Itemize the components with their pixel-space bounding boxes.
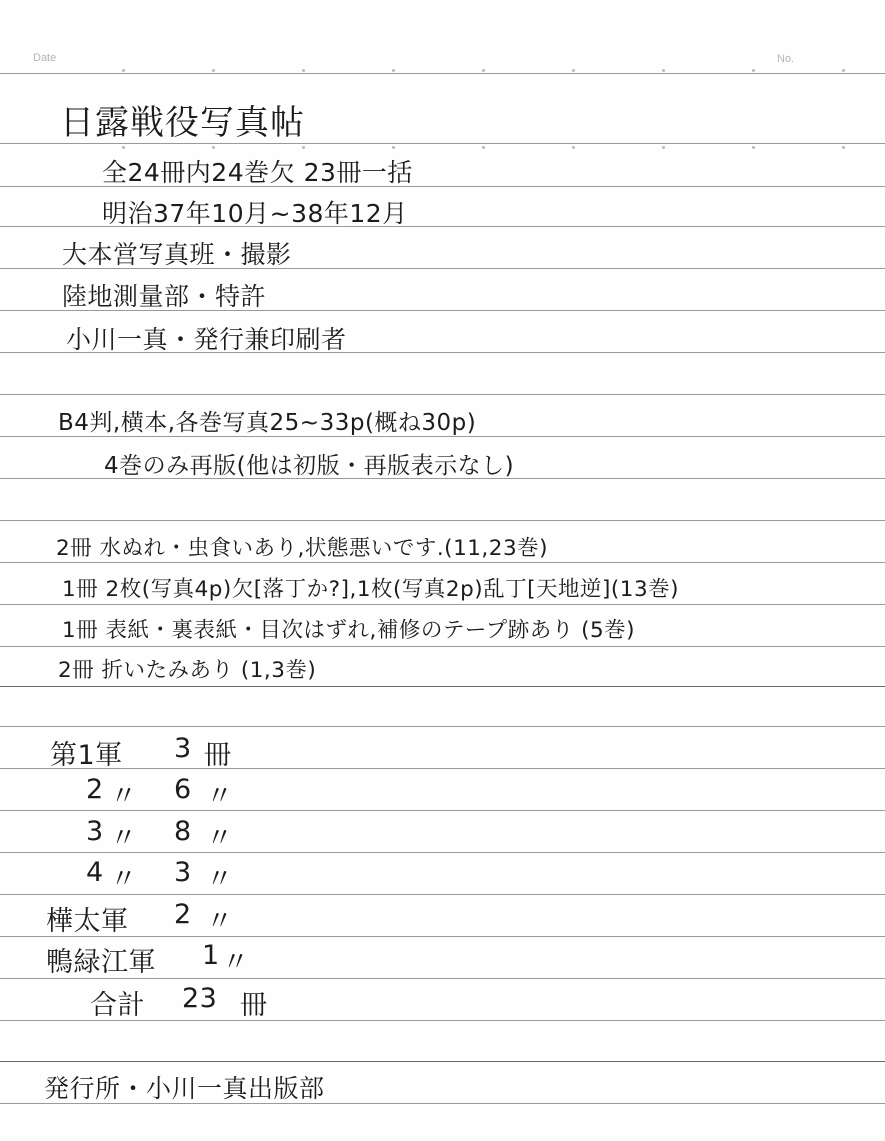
tally-label: 2 [86, 774, 104, 805]
tally-ditto-mark: 〃 [110, 781, 138, 812]
tally-unit: 冊 [204, 740, 232, 771]
rule-line [0, 394, 885, 395]
rule-line [0, 562, 885, 563]
detail-line-license: 陸地測量部・特許 [62, 282, 267, 311]
condition-note-folds: 2冊 折いたみあり (1,3巻) [58, 658, 317, 683]
tally-total-unit: 冊 [240, 990, 268, 1021]
tally-label: 樺太軍 [46, 906, 129, 937]
condition-note-loose-cover: 1冊 表紙・裏表紙・目次はずれ,補修のテープ跡あり (5巻) [62, 618, 636, 643]
rule-line [0, 646, 885, 647]
rule-line [0, 604, 885, 605]
rule-line [0, 1061, 885, 1062]
condition-note-water-damage: 2冊 水ぬれ・虫食いあり,状態悪いです.(11,23巻) [56, 536, 549, 561]
tally-unit: 〃 [206, 864, 234, 895]
rule-line [0, 73, 885, 74]
rule-line [0, 726, 885, 727]
rule-line [0, 686, 885, 687]
rule-line [0, 520, 885, 521]
detail-line-publisher: 小川一真・発行兼印刷者 [66, 325, 347, 354]
number-label: No. [777, 53, 795, 65]
publisher-line: 発行所・小川一真出版部 [44, 1074, 325, 1103]
tally-count: 8 [174, 816, 192, 847]
tally-count: 3 [174, 733, 192, 764]
rule-line [0, 768, 885, 769]
tally-total-count: 23 [182, 983, 218, 1014]
tally-label: 3 [86, 816, 104, 847]
detail-line-photographer: 大本営写真班・撮影 [62, 240, 292, 269]
format-note-size: B4判,横本,各巻写真25~33p(概ね30p) [58, 410, 477, 436]
tally-label: 4 [86, 857, 104, 888]
page-title: 日露戦役写真帖 [60, 103, 305, 143]
tally-ditto-mark: 〃 [110, 864, 138, 895]
format-note-edition: 4巻のみ再版(他は初版・再版表示なし) [104, 453, 515, 479]
tally-ditto-mark: 〃 [110, 823, 138, 854]
date-label: Date [33, 52, 57, 64]
tally-count: 3 [174, 857, 192, 888]
tally-unit: 〃 [206, 781, 234, 812]
detail-line-volumes: 全24冊内24巻欠 23冊一括 [102, 158, 413, 187]
tally-label: 鴨緑江軍 [46, 947, 156, 978]
detail-line-dates: 明治37年10月~38年12月 [102, 199, 408, 228]
tally-count: 1 [202, 940, 220, 971]
tally-unit: 〃 [206, 823, 234, 854]
tally-total-label: 合計 [90, 990, 145, 1021]
tally-count: 6 [174, 774, 192, 805]
condition-note-missing-pages: 1冊 2枚(写真4p)欠[落丁か?],1枚(写真2p)乱丁[天地逆](13巻) [62, 577, 680, 602]
tally-unit: 〃 [222, 947, 250, 978]
tally-count: 2 [174, 899, 192, 930]
tally-label: 第1軍 [50, 740, 123, 771]
rule-line [0, 936, 885, 937]
tally-unit: 〃 [206, 906, 234, 937]
